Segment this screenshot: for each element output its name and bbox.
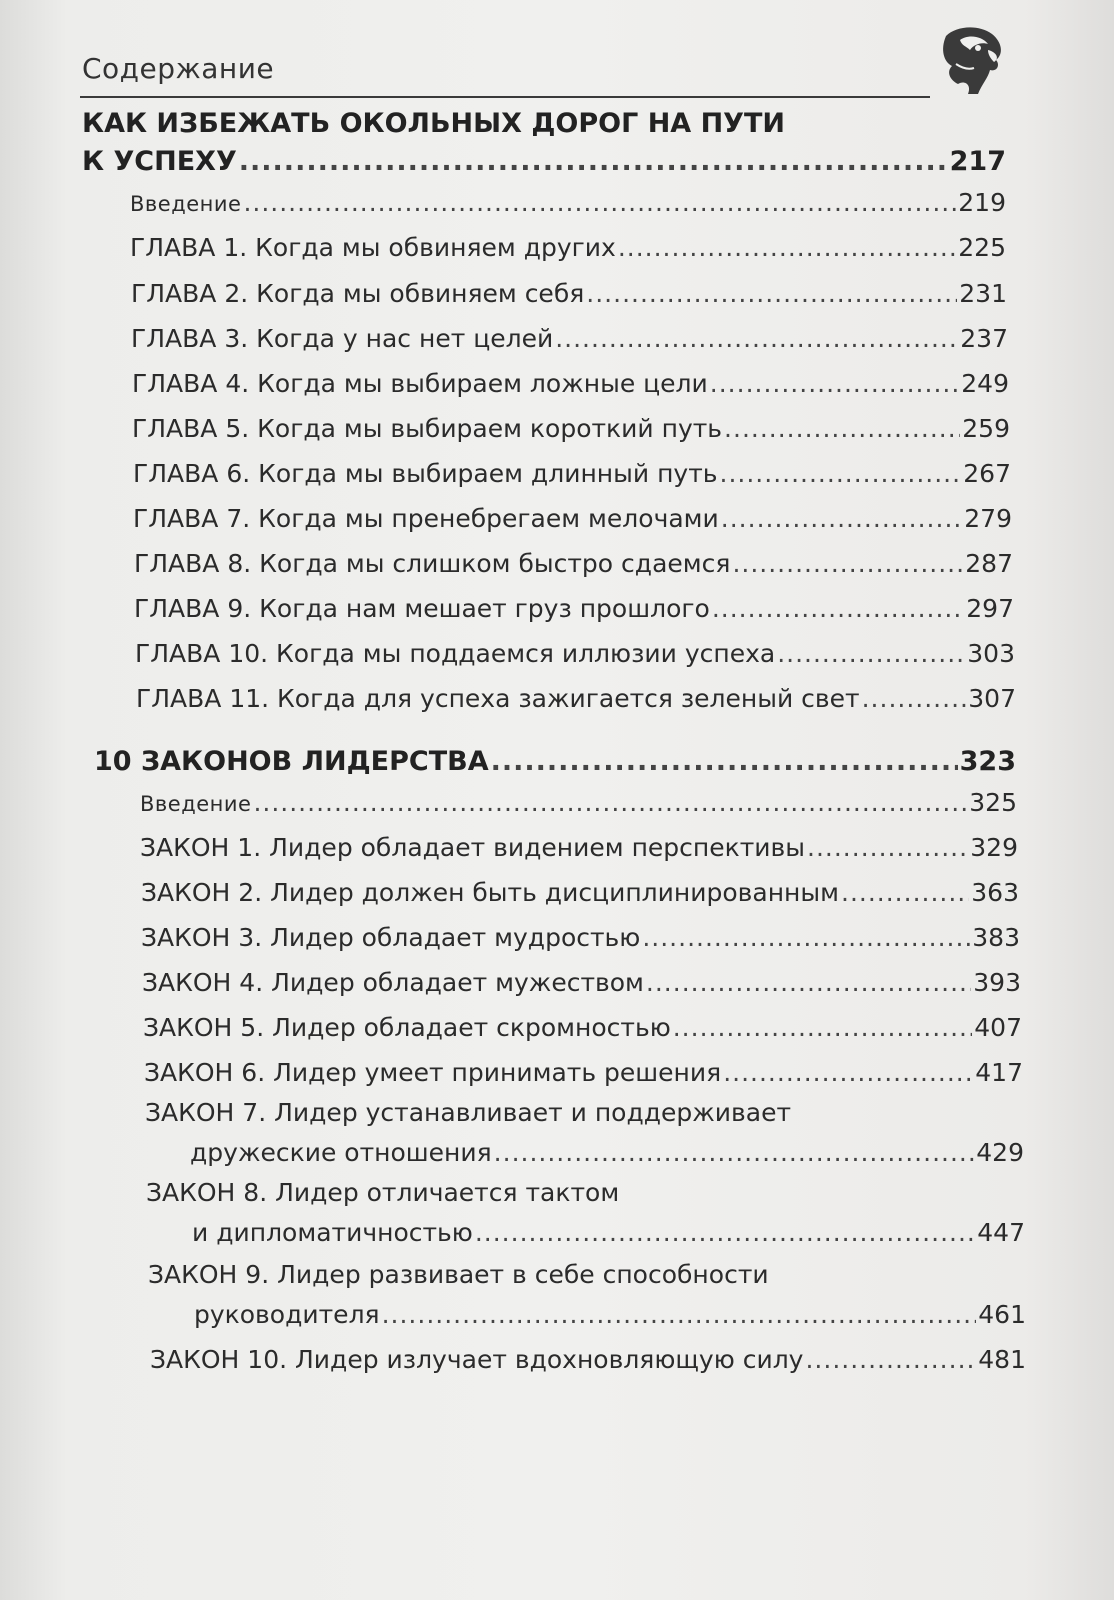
toc-entry-intro[interactable] (140, 788, 1017, 817)
dot-leader (555, 324, 958, 353)
dot-leader (646, 968, 971, 997)
page-number: 461 (978, 1300, 1026, 1329)
page-number: 407 (974, 1013, 1022, 1042)
dot-leader (253, 788, 967, 817)
entry-label: ЗАКОН 3. Лидер обладает мудростью (141, 923, 641, 952)
entry-label: ГЛАВА 4. Когда мы выбираем ложные цели (132, 369, 708, 398)
entry-label: руководителя (194, 1300, 380, 1329)
toc-entry-law[interactable] (150, 1345, 1026, 1374)
page-number: 363 (971, 878, 1019, 907)
dot-leader (723, 1058, 973, 1087)
running-header-title: Содержание (82, 52, 275, 85)
part2-title: 10 ЗАКОНОВ ЛИДЕРСТВА (94, 746, 489, 777)
page-number: 307 (968, 684, 1016, 713)
page-number: 303 (967, 639, 1015, 668)
toc-entry-chapter[interactable] (134, 549, 1013, 578)
toc-entry-chapter[interactable] (132, 414, 1010, 443)
page-number: 383 (972, 923, 1020, 952)
entry-label: ЗАКОН 10. Лидер излучает вдохновляющую силу (150, 1345, 804, 1374)
dot-leader (239, 146, 948, 177)
toc-entry-chapter[interactable] (133, 504, 1012, 533)
part1-title-row[interactable] (82, 146, 1006, 177)
page-number: 279 (964, 504, 1012, 533)
toc-entry-chapter[interactable] (134, 594, 1014, 623)
entry-label: ЗАКОН 4. Лидер обладает мужеством (142, 968, 644, 997)
page-number: 447 (977, 1218, 1025, 1247)
page-number: 249 (961, 369, 1009, 398)
dot-leader (673, 1013, 973, 1042)
entry-label: ЗАКОН 2. Лидер должен быть дисциплинированным (141, 878, 839, 907)
dot-leader (724, 414, 960, 443)
entry-label: и дипломатичностью (192, 1218, 473, 1247)
page-number: 219 (958, 188, 1006, 217)
toc-entry-chapter[interactable] (136, 684, 1016, 713)
page-number: 217 (949, 146, 1006, 177)
entry-label: ГЛАВА 6. Когда мы выбираем длинный путь (133, 459, 718, 488)
law9-label-line1: ЗАКОН 9. Лидер развивает в себе способности (148, 1260, 769, 1289)
dot-leader (807, 833, 968, 862)
toc-entry-law[interactable] (190, 1138, 1024, 1167)
page-number: 325 (969, 788, 1017, 817)
dot-leader (586, 279, 957, 308)
toc-entry-chapter[interactable] (133, 459, 1011, 488)
page-number: 481 (978, 1345, 1026, 1374)
entry-label: дружеские отношения (190, 1138, 492, 1167)
dot-leader (475, 1218, 975, 1247)
dot-leader (710, 369, 960, 398)
toc-entry-law[interactable] (143, 1013, 1022, 1042)
page-number: 323 (959, 746, 1016, 777)
entry-label: ГЛАВА 3. Когда у нас нет целей (131, 324, 554, 353)
dot-leader (491, 746, 958, 777)
page-number: 329 (970, 833, 1018, 862)
dot-leader (862, 684, 967, 713)
dot-leader (805, 1345, 976, 1374)
toc-entry-chapter[interactable] (131, 279, 1007, 308)
page-number: 237 (960, 324, 1008, 353)
toc-entry-chapter[interactable] (132, 369, 1009, 398)
dot-leader (494, 1138, 975, 1167)
dot-leader (732, 549, 963, 578)
toc-entry-chapter[interactable] (130, 233, 1006, 262)
entry-label: Введение (140, 792, 252, 816)
page-number: 267 (963, 459, 1011, 488)
toc-entry-law[interactable] (142, 968, 1021, 997)
dot-leader (243, 188, 956, 217)
page-number: 417 (975, 1058, 1023, 1087)
page-number: 231 (959, 279, 1007, 308)
dot-leader (382, 1300, 977, 1329)
part1-title-line2: К УСПЕХУ (82, 146, 237, 177)
entry-label: ЗАКОН 5. Лидер обладает скромностью (143, 1013, 671, 1042)
dot-leader (642, 923, 970, 952)
dot-leader (777, 639, 965, 668)
page-number: 225 (958, 233, 1006, 262)
dot-leader (720, 459, 962, 488)
entry-label: ГЛАВА 10. Когда мы поддаемся иллюзии успеха (135, 639, 776, 668)
toc-entry-law[interactable] (141, 923, 1020, 952)
page-number: 297 (966, 594, 1014, 623)
part1-title-line1: КАК ИЗБЕЖАТЬ ОКОЛЬНЫХ ДОРОГ НА ПУТИ (82, 108, 786, 139)
toc-entry-law[interactable] (144, 1058, 1023, 1087)
entry-label: Введение (130, 192, 242, 216)
entry-label: ЗАКОН 6. Лидер умеет принимать решения (144, 1058, 722, 1087)
toc-entry-chapter[interactable] (135, 639, 1015, 668)
law7-label-line1: ЗАКОН 7. Лидер устанавливает и поддерживает (145, 1098, 792, 1127)
entry-label: ГЛАВА 9. Когда нам мешает груз прошлого (134, 594, 710, 623)
toc-entry-chapter[interactable] (131, 324, 1008, 353)
toc-entry-law[interactable] (140, 833, 1018, 862)
toc-entry-law[interactable] (192, 1218, 1025, 1247)
page-number: 393 (973, 968, 1021, 997)
entry-label: ГЛАВА 7. Когда мы пренебрегаем мелочами (133, 504, 719, 533)
page-number: 429 (976, 1138, 1024, 1167)
part2-title-row[interactable] (94, 746, 1016, 777)
page-number: 259 (962, 414, 1010, 443)
entry-label: ЗАКОН 1. Лидер обладает видением перспективы (140, 833, 806, 862)
toc-entry-law[interactable] (194, 1300, 1026, 1329)
entry-label: ГЛАВА 8. Когда мы слишком быстро сдаемся (134, 549, 731, 578)
toc-entry-intro[interactable] (130, 188, 1006, 217)
entry-label: ГЛАВА 2. Когда мы обвиняем себя (131, 279, 585, 308)
dot-leader (721, 504, 963, 533)
toc-entry-law[interactable] (141, 878, 1019, 907)
dot-leader (618, 233, 956, 262)
entry-label: ГЛАВА 1. Когда мы обвиняем других (130, 233, 616, 262)
page-number: 287 (965, 549, 1013, 578)
entry-label: ГЛАВА 11. Когда для успеха зажигается зеленый свет (136, 684, 860, 713)
law8-label-line1: ЗАКОН 8. Лидер отличается тактом (146, 1178, 620, 1207)
dot-leader (841, 878, 969, 907)
entry-label: ГЛАВА 5. Когда мы выбираем короткий путь (132, 414, 723, 443)
dot-leader (712, 594, 964, 623)
